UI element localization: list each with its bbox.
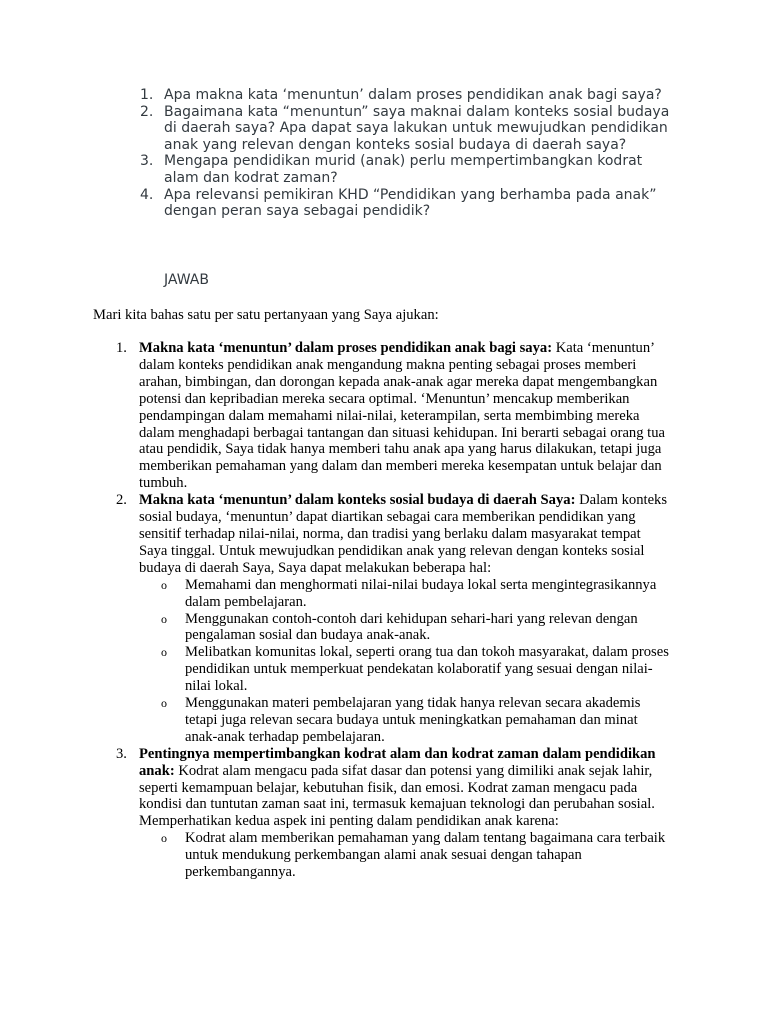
answer-number: 1.: [116, 340, 127, 356]
sub-list: [139, 577, 670, 746]
question-text: Apa makna kata ‘menuntun’ dalam proses pendidikan anak bagi saya?: [164, 87, 662, 103]
question-text: Bagaimana kata “menuntun” saya maknai dalam konteks sosial budaya di daerah saya? Apa dapat saya lakukan untuk mewujudkan pendidikan anak yang relevan dengan konteks sosial budaya di daerah saya?: [164, 103, 670, 153]
question-number: 3.: [140, 153, 154, 170]
sub-list: [139, 830, 670, 881]
intro-paragraph: Mari kita bahas satu per satu pertanyaan yang Saya ajukan:: [93, 307, 439, 323]
answer-lead: Pentingnya mempertimbangkan kodrat alam dan kodrat zaman dalam pendidikan anak:: [139, 745, 656, 779]
question-list: [135, 87, 675, 220]
list-item: [110, 340, 670, 492]
question-number: 2.: [140, 103, 154, 120]
bullet-text: Melibatkan komunitas lokal, seperti orang tua dan tokoh masyarakat, dalam proses pendidikan untuk memperkuat pendekatan kolaboratif yang sesuai dengan nilai-nilai lokal.: [185, 644, 669, 695]
answer-list: [110, 340, 670, 881]
question-text: Apa relevansi pemikiran KHD “Pendidikan yang berhamba pada anak” dengan peran saya sebagai pendidik?: [164, 186, 657, 220]
jawab-heading: JAWAB: [164, 272, 209, 288]
list-item: [139, 611, 670, 645]
list-item: [135, 187, 675, 220]
list-item: [135, 104, 675, 154]
answer-lead: Makna kata ‘menuntun’ dalam konteks sosial budaya di daerah Saya:: [139, 492, 576, 509]
list-item: [139, 644, 670, 695]
answer-lead: Makna kata ‘menuntun’ dalam proses pendidikan anak bagi saya:: [139, 340, 553, 356]
answer-number: 2.: [116, 492, 127, 509]
list-item: [139, 830, 670, 881]
bullet-text: Memahami dan menghormati nilai-nilai budaya lokal serta mengintegrasikannya dalam pembelajaran.: [185, 576, 657, 610]
answer-text: Kodrat alam mengacu pada sifat dasar dan potensi yang dimiliki anak sejak lahir, seperti kemampuan belajar, kebutuhan fisik, dan emosi. Kodrat zaman mengacu pada kondisi dan tuntutan zaman saat ini, termasuk kemajuan teknologi dan perubahan sosial. Memperhatikan kedua aspek ini penting dalam pendidikan anak karena:: [139, 762, 655, 830]
list-item: [110, 746, 670, 881]
bullet-text: Kodrat alam memberikan pemahaman yang dalam tentang bagaimana cara terbaik untuk mendukung perkembangan alami anak sesuai dengan tahapan perkembangannya.: [185, 830, 666, 881]
answer-number: 3.: [116, 745, 127, 762]
bullet-icon: o: [161, 611, 167, 626]
bullet-text: Menggunakan contoh-contoh dari kehidupan sehari-hari yang relevan dengan pengalaman sosial dan budaya anak-anak.: [185, 610, 638, 644]
list-item: [135, 87, 675, 104]
bullet-text: Menggunakan materi pembelajaran yang tidak hanya relevan secara akademis tetapi juga relevan secara budaya untuk meningkatkan pemahaman dan minat anak-anak terhadap pembelajaran.: [185, 695, 641, 745]
list-item: [135, 153, 675, 186]
bullet-icon: o: [161, 831, 167, 846]
list-item: [139, 577, 670, 611]
question-number: 4.: [140, 186, 154, 203]
bullet-icon: o: [161, 696, 167, 711]
answer-text: Kata ‘menuntun’ dalam konteks pendidikan anak mengandung makna penting sebagai proses memberi arahan, bimbingan, dan dorongan kepada anak-anak agar mereka dapat mengembangkan potensi dan kepribadian mereka secara optimal. ‘Menuntun’ mencakup memberikan pendampingan dalam memahami nilai-nilai, keterampilan, serta membimbing mereka dalam menghadapi berbagai tantangan dan situasi kehidupan. Ini berarti sebagai orang tua atau pendidik, Saya tidak hanya memberi tahu anak apa yang harus dilakukan, tetapi juga memberikan pemahaman yang dalam dan memberi mereka kesempatan untuk belajar dan tumbuh.: [139, 340, 665, 492]
answer-text: Dalam konteks sosial budaya, ‘menuntun’ dapat diartikan sebagai cara memberikan pendidikan yang sensitif terhadap nilai-nilai, norma, dan tradisi yang berlaku dalam masyarakat tempat Saya tinggal. Untuk mewujudkan pendidikan anak yang relevan dengan konteks sosial budaya di daerah Saya, Saya dapat melakukan beberapa hal:: [139, 492, 668, 576]
list-item: [139, 695, 670, 746]
bullet-icon: o: [161, 577, 167, 592]
list-item: [110, 492, 670, 746]
question-number: 1.: [140, 87, 154, 103]
bullet-icon: o: [161, 645, 167, 660]
question-text: Mengapa pendidikan murid (anak) perlu mempertimbangkan kodrat alam dan kodrat zaman?: [164, 153, 643, 186]
